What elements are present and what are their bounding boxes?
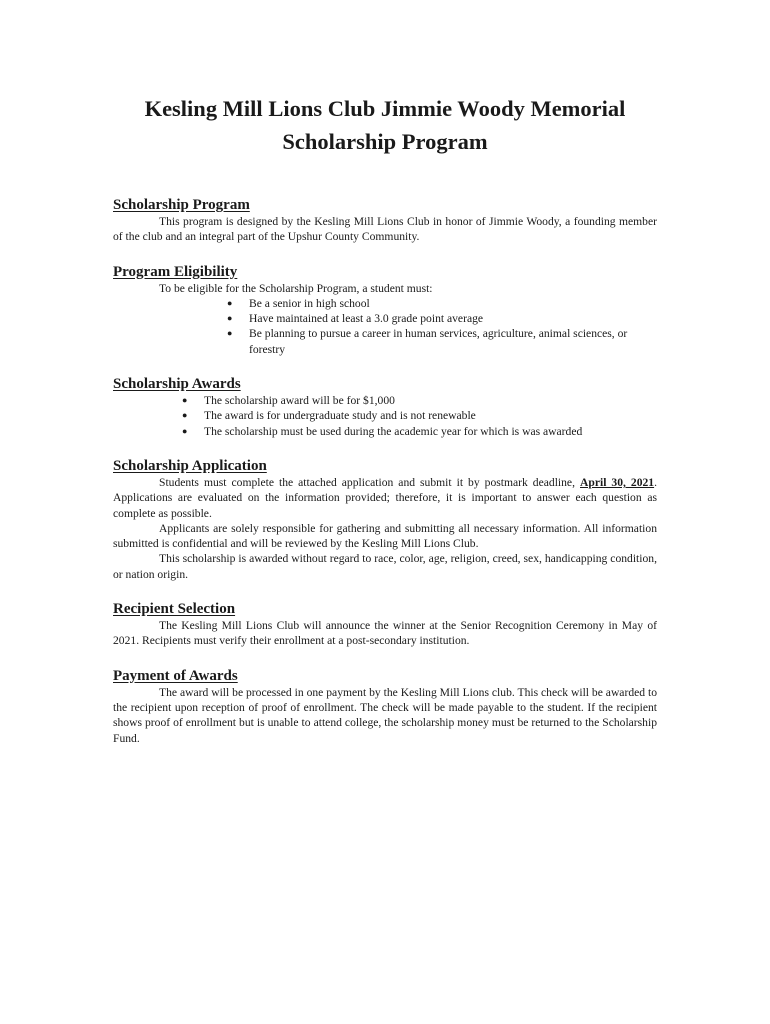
- bullet-icon: ●: [227, 297, 233, 308]
- bullet-icon: ●: [227, 313, 233, 324]
- list-item: ● The award is for undergraduate study and is not renewable: [182, 409, 476, 423]
- deadline-date: April 30, 2021: [580, 475, 655, 489]
- bullet-icon: ●: [227, 328, 233, 339]
- list-item: ● Have maintained at least a 3.0 grade point average: [227, 312, 484, 326]
- awards-list: [113, 393, 657, 439]
- section-heading: Program Eligibility: [113, 263, 238, 280]
- section-payment-of-awards: [113, 667, 657, 746]
- eligibility-intro: To be eligible for the Scholarship Program, a student must:: [159, 281, 433, 295]
- bullet-icon: ●: [182, 425, 188, 436]
- section-heading: Scholarship Awards: [113, 376, 241, 393]
- bullet-icon: ●: [182, 410, 188, 421]
- section-heading: Scholarship Application: [113, 457, 267, 474]
- application-paragraph-2: Applicants are solely responsible for gathering and submitting all necessary information. All information submitted is confidential and will be reviewed by the Kesling Mill Lions Club.: [113, 521, 657, 551]
- list-item: ● Be planning to pursue a career in human services, agriculture, animal sciences, or forestry: [227, 327, 628, 356]
- section-heading: Payment of Awards: [113, 667, 238, 684]
- document-title: [113, 92, 657, 158]
- section-heading: Recipient Selection: [113, 601, 236, 618]
- eligibility-list: [113, 296, 657, 357]
- list-item: ● Be a senior in high school: [227, 296, 370, 310]
- list-item: ● The scholarship award will be for $1,000: [182, 394, 395, 408]
- application-paragraph-1: Students must complete the attached application and submit it by postmark deadline, April 30, 2021. Applications are evaluated on the information provided; therefore, it is important to answer each question as complete as possible.: [113, 475, 658, 520]
- section-recipient-selection: [113, 600, 657, 649]
- section-text: This program is designed by the Kesling Mill Lions Club in honor of Jimmie Woody, a founding member of the club and an integral part of the Upshur County Community.: [113, 215, 657, 244]
- list-item: ● The scholarship must be used during the academic year for which is was awarded: [182, 424, 583, 438]
- section-heading: Scholarship Program: [113, 197, 250, 213]
- section-scholarship-program: [113, 196, 657, 245]
- section-scholarship-application: [113, 457, 657, 582]
- document-page: [113, 92, 657, 746]
- section-scholarship-awards: [113, 375, 657, 439]
- application-paragraph-3: This scholarship is awarded without regard to race, color, age, religion, creed, sex, handicapping condition, or nation origin.: [113, 552, 657, 581]
- section-program-eligibility: [113, 263, 657, 357]
- section-text: The award will be processed in one payment by the Kesling Mill Lions club. This check will be awarded to the recipient upon reception of proof of enrollment. The check will be made payable to the student. If the recipient shows proof of enrollment but is unable to attend college, the scholarship money must be returned to the Scholarship Fund.: [113, 685, 657, 745]
- title-line-1: Kesling Mill Lions Club Jimmie Woody Memorial: [144, 96, 626, 121]
- section-text: The Kesling Mill Lions Club will announce the winner at the Senior Recognition Ceremony in May of 2021. Recipients must verify their enrollment at a post-secondary institution.: [113, 619, 657, 648]
- bullet-icon: ●: [182, 395, 188, 406]
- title-line-2: Scholarship Program: [282, 129, 488, 154]
